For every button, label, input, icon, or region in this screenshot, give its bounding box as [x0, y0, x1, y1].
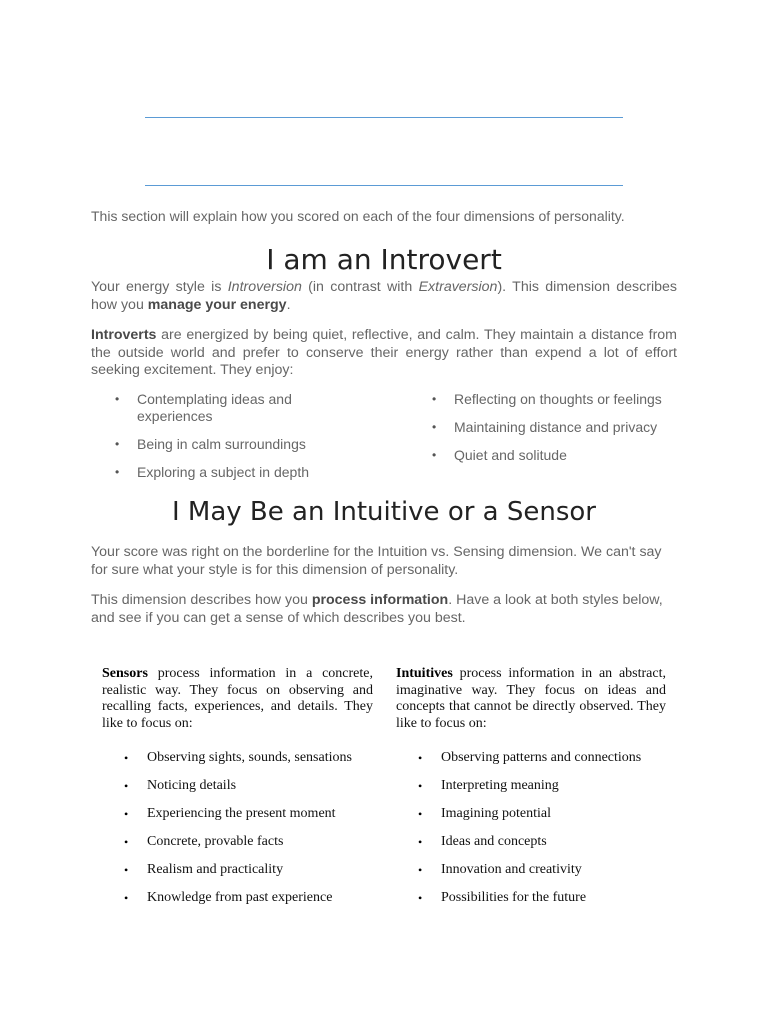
list-item: • Observing patterns and connections: [396, 749, 676, 777]
list-item: • Contemplating ideas and experiences: [110, 391, 330, 425]
introverts-paragraph: [91, 327, 677, 380]
intuitive-sensor-heading: I May Be an Intuitive or a Sensor: [171, 497, 596, 527]
sensors-description: process information in a concrete, realistic way. They focus on observing and recalling facts, experiences, and details. They like to focus on:: [102, 666, 373, 731]
top-divider-line: [145, 117, 623, 118]
list-item: • Imagining potential: [396, 805, 676, 833]
sensors-focus-list: [102, 749, 382, 917]
list-item: • Concrete, provable facts: [102, 833, 382, 861]
list-item: • Ideas and concepts: [396, 833, 676, 861]
list-item: • Quiet and solitude: [427, 447, 687, 464]
list-item: • Experiencing the present moment: [102, 805, 382, 833]
list-item: • Knowledge from past experience: [102, 889, 382, 917]
period-text: .: [286, 296, 291, 313]
intuitives-focus-list: [396, 749, 676, 917]
sensors-paragraph: [102, 666, 373, 732]
intuitives-paragraph: [396, 666, 666, 732]
energy-style-text: Your energy style is: [91, 279, 228, 295]
introvert-heading: I am an Introvert: [266, 243, 502, 276]
list-item: • Exploring a subject in depth: [110, 464, 330, 481]
list-item: • Maintaining distance and privacy: [427, 419, 687, 436]
intuitives-term: Intuitives: [396, 666, 453, 681]
list-item: • Innovation and creativity: [396, 861, 676, 889]
manage-energy-term: manage your energy: [147, 296, 287, 313]
list-item: • Reflecting on thoughts or feelings: [427, 391, 687, 408]
energy-style-paragraph: [91, 279, 677, 314]
look-at-styles-text: . Have a look at both styles below, and see if you can get a sense of which describes you best.: [91, 592, 663, 626]
list-item: • Realism and practicality: [102, 861, 382, 889]
list-item: • Noticing details: [102, 777, 382, 805]
list-item: • Observing sights, sounds, sensations: [102, 749, 382, 777]
list-item: • Possibilities for the future: [396, 889, 676, 917]
intuitives-description: process information in an abstract, imaginative way. They focus on ideas and concepts that cannot be directly observed. They like to focus on:: [396, 666, 666, 731]
dimension-describes-text: ). This dimension describes how you: [91, 279, 677, 313]
process-information-paragraph: [91, 592, 677, 627]
extraversion-term: Extraversion: [418, 279, 498, 295]
section-intro-text: This section will explain how you scored on each of the four dimensions of personality.: [91, 208, 625, 224]
dimension-text: This dimension describes how you: [91, 592, 312, 608]
sensors-term: Sensors: [102, 666, 148, 681]
introvert-enjoy-list-right: [427, 391, 687, 464]
contrast-text: (in contrast with: [301, 279, 419, 295]
introverts-term: Introverts: [91, 327, 157, 343]
borderline-paragraph: Your score was right on the borderline for the Intuition vs. Sensing dimension. We can't say for sure what your style is for this dimension of personality.: [91, 544, 662, 578]
introvert-enjoy-list-left: [110, 391, 330, 481]
process-information-term: process information: [311, 592, 449, 608]
list-item: • Being in calm surroundings: [110, 436, 330, 453]
introverts-description: are energized by being quiet, reflective, and calm. They maintain a distance from the outside world and prefer to conserve their energy rather than expend a lot of effort seeking excitement. They enjoy:: [91, 327, 677, 378]
second-divider-line: [145, 185, 623, 186]
introversion-term: Introversion: [227, 279, 302, 295]
list-item: • Interpreting meaning: [396, 777, 676, 805]
